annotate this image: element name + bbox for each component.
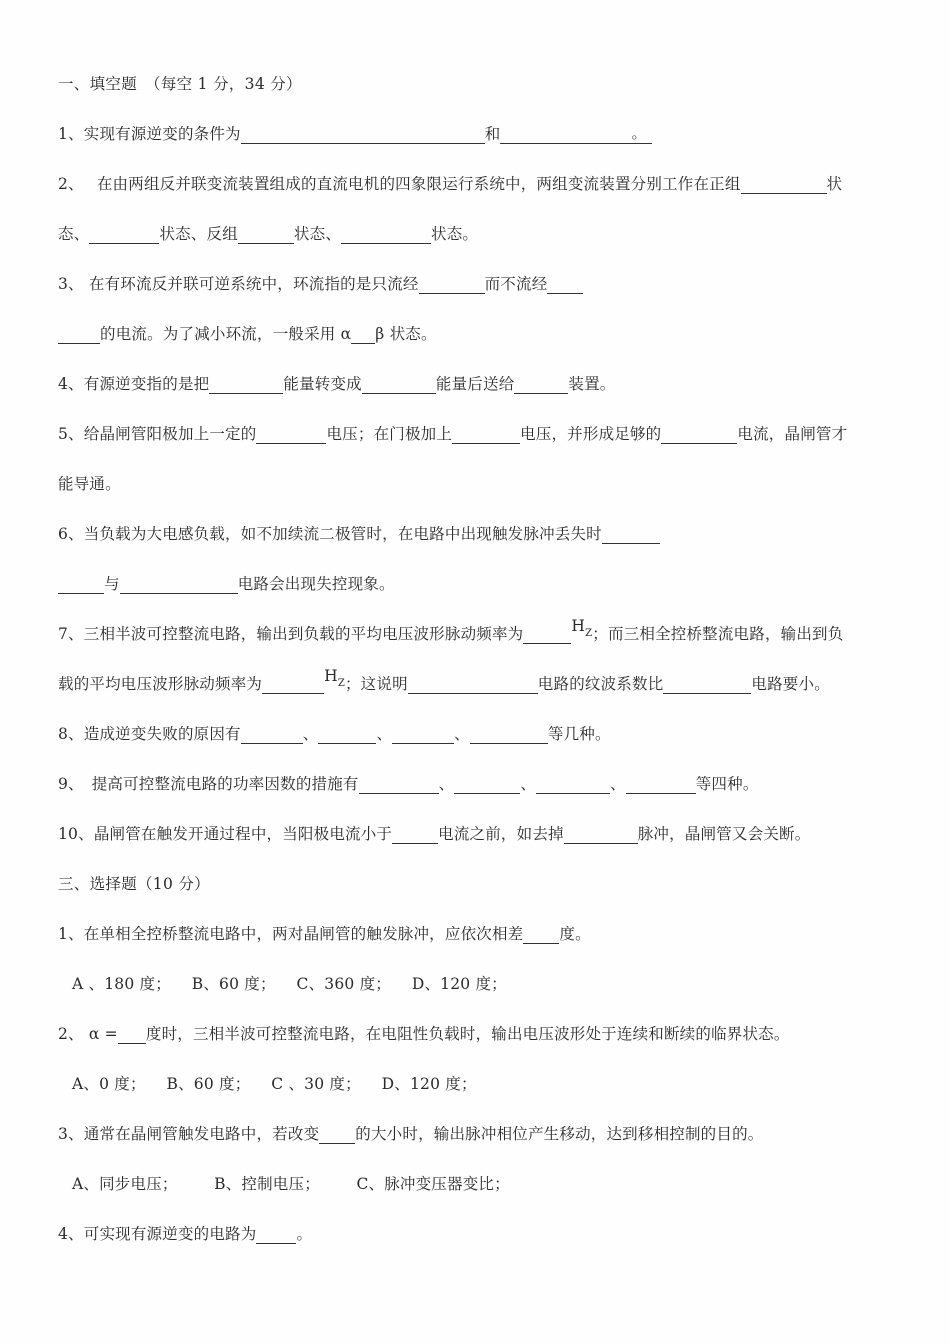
text-segment: 2、 α = [58,1025,118,1043]
hz-unit-sub: Z [585,628,593,639]
text-segment: 、 [376,725,393,743]
text-segment: 8、造成逆变失败的原因有 [58,725,241,743]
fill-in-blank[interactable] [262,673,324,694]
fill-in-blank[interactable] [351,323,375,344]
text-segment: 电流，晶闸管才 [737,425,848,443]
text-segment: 脉冲，晶闸管又会关断。 [637,825,811,843]
fill-in-blank[interactable] [341,223,431,244]
text-segment: 、 [610,775,626,793]
fill-in-blank[interactable] [452,423,520,444]
fill-in-blank[interactable] [319,1123,355,1144]
fill-in-blank[interactable] [661,423,737,444]
fill-in-blank[interactable] [256,423,326,444]
hz-unit-sub: Z [337,678,345,689]
question-line [58,422,847,446]
text-segment: 5、给晶闸管阳极加上一定的 [58,425,257,443]
text-segment: A 、180 度； B、60 度； C、360 度； D、120 度； [72,975,507,993]
fill-in-blank[interactable] [408,673,538,694]
text-segment: ；而三相全控桥整流电路，输出到负 [592,625,844,643]
text-segment: 和 [484,125,501,143]
text-segment: 的大小时，输出脉冲相位产生移动，达到移相控制的目的。 [355,1125,764,1143]
question-line [58,1122,763,1146]
fill-in-blank[interactable] [209,373,283,394]
fill-in-blank[interactable] [392,823,438,844]
text-segment: 4、可实现有源逆变的电路为 [58,1225,257,1243]
question-line [58,272,583,296]
fill-in-blank[interactable] [89,223,159,244]
text-segment: 能量转变成 [283,375,362,393]
text-segment: 能量后送给 [435,375,515,393]
text-segment: 9、 提高可控整流电路的功率因数的措施有 [58,775,359,793]
question-line [58,322,437,346]
text-segment: 2、 在由两组反并联变流装置组成的直流电机的四象限运行系统中，两组变流装置分别工作在正组 [58,175,741,193]
text-segment: 而不流经 [484,275,548,293]
answer-options [72,972,507,996]
section-heading [58,72,302,96]
text-segment: 度。 [559,925,591,943]
question-line [58,667,830,696]
question-line [58,617,844,646]
text-segment: 状态、 [293,225,342,243]
text-segment: 电路要小。 [751,675,830,693]
question-line [58,772,759,796]
text-segment: 一、填空题 （每空 1 分，34 分） [58,75,302,93]
text-segment: 电压，并形成足够的 [520,425,662,443]
question-line [58,522,660,546]
question-line [58,172,842,196]
text-segment: 度时，三相半波可控整流电路，在电阻性负载时，输出电压波形处于连续和断续的临界状态。 [145,1025,790,1043]
text-segment: 等几种。 [547,725,611,743]
text-segment: 与 [104,575,120,593]
fill-in-blank[interactable] [362,373,436,394]
question-line [58,472,121,496]
text-segment: 等四种。 [695,775,759,793]
text-segment: 3、 在有环流反并联可逆系统中，环流指的是只流经 [58,275,419,293]
question-line [58,722,611,746]
section-heading [58,872,210,896]
fill-in-blank[interactable] [500,123,652,144]
text-segment: 10、晶闸管在触发开通过程中，当阳极电流小于 [58,825,393,843]
fill-in-blank[interactable] [256,1223,296,1244]
answer-options [72,1072,477,1096]
text-segment: 、 [438,775,455,793]
fill-in-blank[interactable] [454,773,520,794]
fill-in-blank[interactable] [238,223,294,244]
text-segment: 装置。 [568,375,616,393]
fill-in-blank[interactable] [564,823,638,844]
fill-in-blank[interactable] [419,273,485,294]
question-line [58,122,652,146]
question-line [58,372,616,396]
fill-in-blank[interactable] [602,523,660,544]
fill-in-blank[interactable] [58,323,100,344]
text-segment: 。 [296,1225,313,1243]
text-segment: 的电流。为了减小环流，一般采用 α [100,325,352,343]
fill-in-blank[interactable] [241,723,303,744]
question-line [58,922,591,946]
fill-in-blank[interactable] [470,723,548,744]
question-line [58,572,395,596]
text-segment: 能导通。 [58,475,121,493]
fill-in-blank[interactable] [663,673,751,694]
hz-unit-main: H [571,617,586,635]
text-segment: 7、三相半波可控整流电路，输出到负载的平均电压波形脉动频率为 [58,625,524,643]
text-segment: 状 [826,175,843,193]
fill-in-blank[interactable] [741,173,827,194]
text-segment: 载的平均电压波形脉动频率为 [58,675,263,693]
text-segment: 、 [520,775,537,793]
text-segment: 电流之前，如去掉 [438,825,564,843]
text-segment: 状态。 [431,225,479,243]
blank-punctuation: 。 [631,124,647,142]
text-segment: A、0 度； B、60 度； C 、30 度； D、120 度； [72,1075,477,1093]
fill-in-blank[interactable] [359,773,439,794]
answer-options [72,1172,510,1196]
hz-unit-main: H [324,667,338,685]
fill-in-blank[interactable] [58,573,104,594]
text-segment: 6、当负载为大电感负载，如不加续流二极管时，在电路中出现触发脉冲丢失时 [58,525,602,543]
fill-in-blank[interactable] [241,123,485,144]
text-segment: 4、有源逆变指的是把 [58,375,210,393]
fill-in-blank[interactable] [514,373,568,394]
fill-in-blank[interactable] [523,923,559,944]
text-segment: 1、在单相全控桥整流电路中，两对晶闸管的触发脉冲，应依次相差 [58,925,524,943]
text-segment: 3、通常在晶闸管触发电路中，若改变 [58,1125,320,1143]
text-segment: β 状态。 [375,325,437,343]
fill-in-blank[interactable] [118,1023,146,1044]
text-segment: 三、选择题（10 分） [58,875,210,893]
question-line [58,1022,790,1046]
text-segment: ；这说明 [344,675,408,693]
fill-in-blank[interactable] [536,773,610,794]
text-segment: 状态、反组 [159,225,238,243]
text-segment: 1、实现有源逆变的条件为 [58,125,241,143]
hz-unit [571,614,592,646]
text-segment: 、 [302,725,319,743]
hz-unit [324,664,345,696]
text-segment: 电路的纹波系数比 [537,675,664,693]
text-segment: 电压；在门极加上 [326,425,453,443]
fill-in-blank[interactable] [626,773,696,794]
fill-in-blank[interactable] [523,623,571,644]
fill-in-blank[interactable] [392,723,454,744]
text-segment: 、 [454,725,470,743]
question-line [58,222,478,246]
fill-in-blank[interactable] [547,273,583,294]
question-line [58,822,810,846]
text-segment: A、同步电压； B、控制电压； C、脉冲变压器变比； [72,1175,510,1193]
fill-in-blank[interactable] [318,723,376,744]
fill-in-blank[interactable] [120,573,238,594]
question-line [58,1222,312,1246]
text-segment: 态、 [58,225,90,243]
text-segment: 电路会出现失控现象。 [237,575,395,593]
